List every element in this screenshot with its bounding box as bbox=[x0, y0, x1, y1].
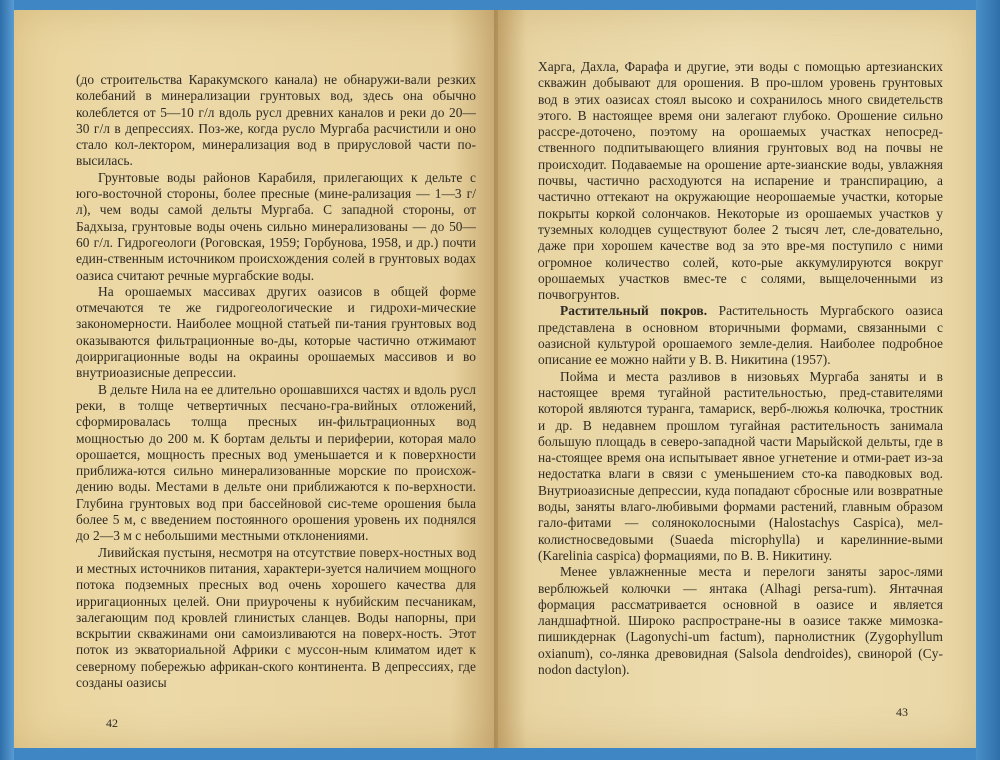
paragraph: Пойма и места разливов в низовьях Мургаба заняты и в настоящее время тугайной растительностью, пред-ставителями которой являются туранга, тамариск, верб-люжья колючка, тростник и др. В недавнем прошлом тугайная растительность занимала большую площадь в северо-западной части Марыйской дельты, где в на-стоящее время она испытывает явное угнетение и отми-рает из-за недостатка влаги в связи с уменьшением сто-ка паводковых вод. Внутриоазисные депрессии, куда попадают сбросные или возвратные воды, заняты влаго-любивыми формами растений, главным образом гало-фитами — соляноколосными (Halostachys Caspica), мел-колистносведовыми (Suaeda microphylla) и карелинние-выми (Karelinia caspica) формациями, по В. В. Никитину. bbox=[538, 368, 943, 563]
page-number-left: 42 bbox=[106, 716, 118, 730]
book-cover-edge-left bbox=[0, 0, 14, 760]
right-page-text bbox=[538, 59, 943, 678]
book-cover-edge-right bbox=[976, 0, 1000, 760]
left-page bbox=[14, 10, 498, 748]
section-heading: Растительный покров. bbox=[560, 303, 708, 319]
left-page-text bbox=[76, 72, 476, 691]
paragraph: В дельте Нила на ее длительно орошавшихся частях и вдоль русл реки, в толще четвертичных песчано-гра-вийных отложений, сформировалась толща пресных ин-фильтрационных вод мощностью до 200 м. К бортам дельты и периферии, которая мало орошается, мощность пресных вод уменьшается и к поверхности приближа-ются сильно минерализованные морские по происхож-дению воды. Местами в дельте они приближаются к по-верхности. Глубина грунтовых вод при бассейновой сис-теме орошения была более 5 м, с введением постоянного орошения уровень их поднялся до 2—3 м с небольшими местными отклонениями. bbox=[76, 381, 476, 544]
paragraph: На орошаемых массивах других оазисов в общей форме отмечаются те же гидрогеологические и гидрохи-мические закономерности. Наиболее мощной статьей пи-тания грунтовых вод оказываются фильтрационные во-ды, которые частично отжимают доирригационные воды на окраины орошаемых массивов и во внутриоазисные депрессии. bbox=[76, 283, 476, 381]
paragraph: Грунтовые воды районов Карабиля, прилегающих к дельте с юго-восточной стороны, более пресные (мине-рализация — 1—3 г/л), чем воды самой дельты Мургаба. С западной стороны, от Бадхыза, грунтовые воды очень сильно минерализованы — до 50—60 г/л. Гидрогеологи (Роговская, 1959; Горбунова, 1958, и др.) почти един-ственным источником происхождения солей в грунтовых водах оазиса считают речные мургабские воды. bbox=[76, 169, 476, 283]
right-page bbox=[498, 10, 976, 748]
section-paragraph bbox=[538, 303, 943, 368]
paragraph: Менее увлажненные места и перелоги заняты зарос-лями верблюжьей колючки — янтака (Alhagi persa-rum). Янтачная формация рассматривается основной в оазисе и является ландшафтной. Широко распростране-ны в оазисе также мимозка-пишикдернак (Lagonychi-um factum), парнолистник (Zygophyllum oxianum), со-лянка древовидная (Salsola dendroides), свинорой (Cy-nodon dactylon). bbox=[538, 564, 943, 677]
paragraph: Харга, Дахла, Фарафа и другие, эти воды с помощью артезианских скважин добывают для орошения. В про-шлом уровень грунтовых вод в этих оазисах стоял высоко и сохранилось много свидетельств этого. В настоящее время они залегают глубоко. Орошение сильно рассре-доточено, поэтому на орошаемых участках непосред-ственного подпитывающего влияния грунтовых вод на почвы не происходит. Подаваемые на орошение арте-зианские воды, увлажняя почвы, частично расходуются на испарение и транспирацию, а частично оттекают на окружающие неорошаемые участки, которые покрыты коркой солончаков. Некоторые из орошаемых участков у туземных колодцев существуют более 2 тысяч лет, сле-довательно, даже при хорошем качестве вод за это вре-мя поступило с ними огромное количество солей, кото-рые аккумулируются вокруг орошаемых участков вмес-те с солями, выщелоченными из почвогрунтов. bbox=[538, 59, 943, 303]
paragraph: Ливийская пустыня, несмотря на отсутствие поверх-ностных вод и местных источников питания, характери-зуется наличием мощного потока подземных пресных вод очень хорошего качества для ирригационных целей. Они приурочены к нубийским песчаникам, залегающим под кровлей глинистых сланцев. Воды напорны, при вскрытии скважинами они самоизливаются на поверх-ность. Этот поток из экваториальной Африки с муссон-ным климатом идет к северному побережью африкан-ского континента. В депрессиях, где созданы оазисы bbox=[76, 544, 476, 690]
section-intro: Растительность Мургабского оазиса представлена в основном вторичными формами, связанными с оазисной культурой орошаемого земле-делия. Наиболее подробное описание ее можно найти у В. В. Никитина (1957). bbox=[538, 303, 943, 368]
paragraph: (до строительства Каракумского канала) не обнаружи-вали резких колебаний в минерализации грунтовых вод, здесь она обычно колеблется от 5—10 г/л вдоль русл древних каналов и реки до 20—30 г/л в депрессиях. Поз-же, когда русло Мургаба расчистили и оно стало кол-лектором, минерализация вод в прирусловой части по-высилась. bbox=[76, 72, 476, 169]
page-number-right: 43 bbox=[896, 705, 908, 719]
